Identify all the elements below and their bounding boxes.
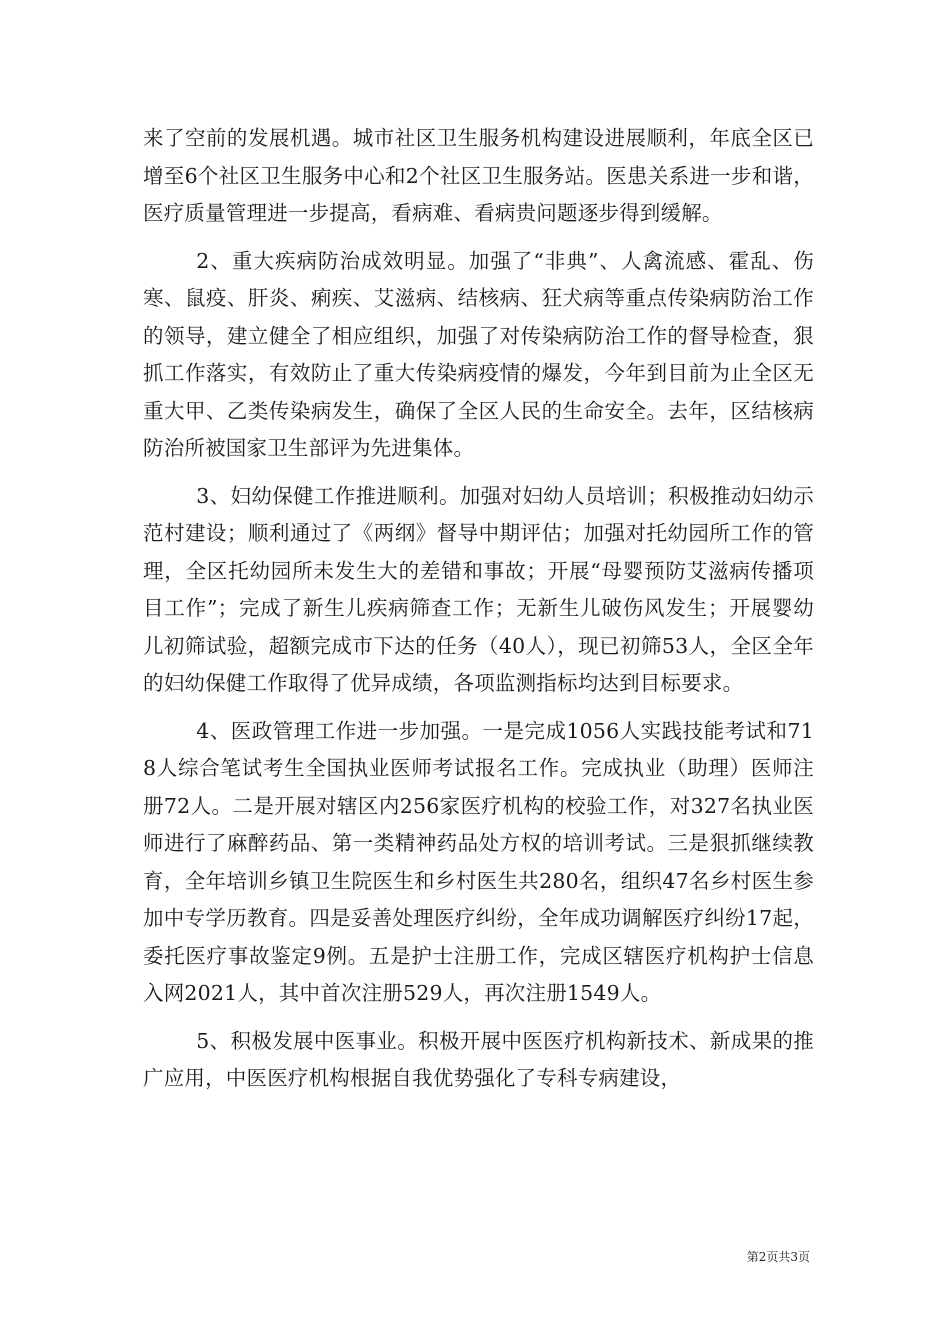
paragraph-continuation: 来了空前的发展机遇。城市社区卫生服务机构建设进展顺利，年底全区已增至6个社区卫生服务中心和2个社区卫生服务站。医患关系进一步和谐，医疗质量管理进一步提高，看病难、看病贵问题逐步得到缓解。	[143, 126, 814, 225]
document-body	[143, 120, 814, 1108]
paragraph-disease-prevention: 2、重大疾病防治成效明显。加强了“非典”、人禽流感、霍乱、伤寒、鼠疫、肝炎、痢疾、艾滋病、结核病、狂犬病等重点传染病防治工作的领导，建立健全了相应组织，加强了对传染病防治工作的督导检查，狠抓工作落实，有效防止了重大传染病疫情的爆发，今年到目前为止全区无重大甲、乙类传染病发生，确保了全区人民的生命安全。去年，区结核病防治所被国家卫生部评为先进集体。	[143, 248, 814, 460]
paragraph-medical-administration: 4、医政管理工作进一步加强。一是完成1056人实践技能考试和718人综合笔试考生全国执业医师考试报名工作。完成执业（助理）医师注册72人。二是开展对辖区内256家医疗机构的校验工作，对327名执业医师进行了麻醉药品、第一类精神药品处方权的培训考试。三是狠抓继续教育，全年培训乡镇卫生院医生和乡村医生共280名，组织47名乡村医生参加中专学历教育。四是妥善处理医疗纠纷，全年成功调解医疗纠纷17起，委托医疗事故鉴定9例。五是护士注册工作，完成区辖医疗机构护士信息入网2021人，其中首次注册529人，再次注册1549人。	[143, 718, 814, 1005]
page-number-footer: 第2页共3页	[746, 1250, 810, 1264]
paragraph-maternal-child-health: 3、妇幼保健工作推进顺利。加强对妇幼人员培训；积极推动妇幼示范村建设；顺利通过了《两纲》督导中期评估；加强对托幼园所工作的管理，全区托幼园所未发生大的差错和事故；开展“母婴预防艾滋病传播项目工作”；完成了新生儿疾病筛查工作；无新生儿破伤风发生；开展婴幼儿初筛试验，超额完成市下达的任务（40人），现已初筛53人，全区全年的妇幼保健工作取得了优异成绩，各项监测指标均达到目标要求。	[143, 483, 814, 695]
paragraph-traditional-medicine: 5、积极发展中医事业。积极开展中医医疗机构新技术、新成果的推广应用，中医医疗机构根据自我优势强化了专科专病建设，	[143, 1028, 814, 1090]
